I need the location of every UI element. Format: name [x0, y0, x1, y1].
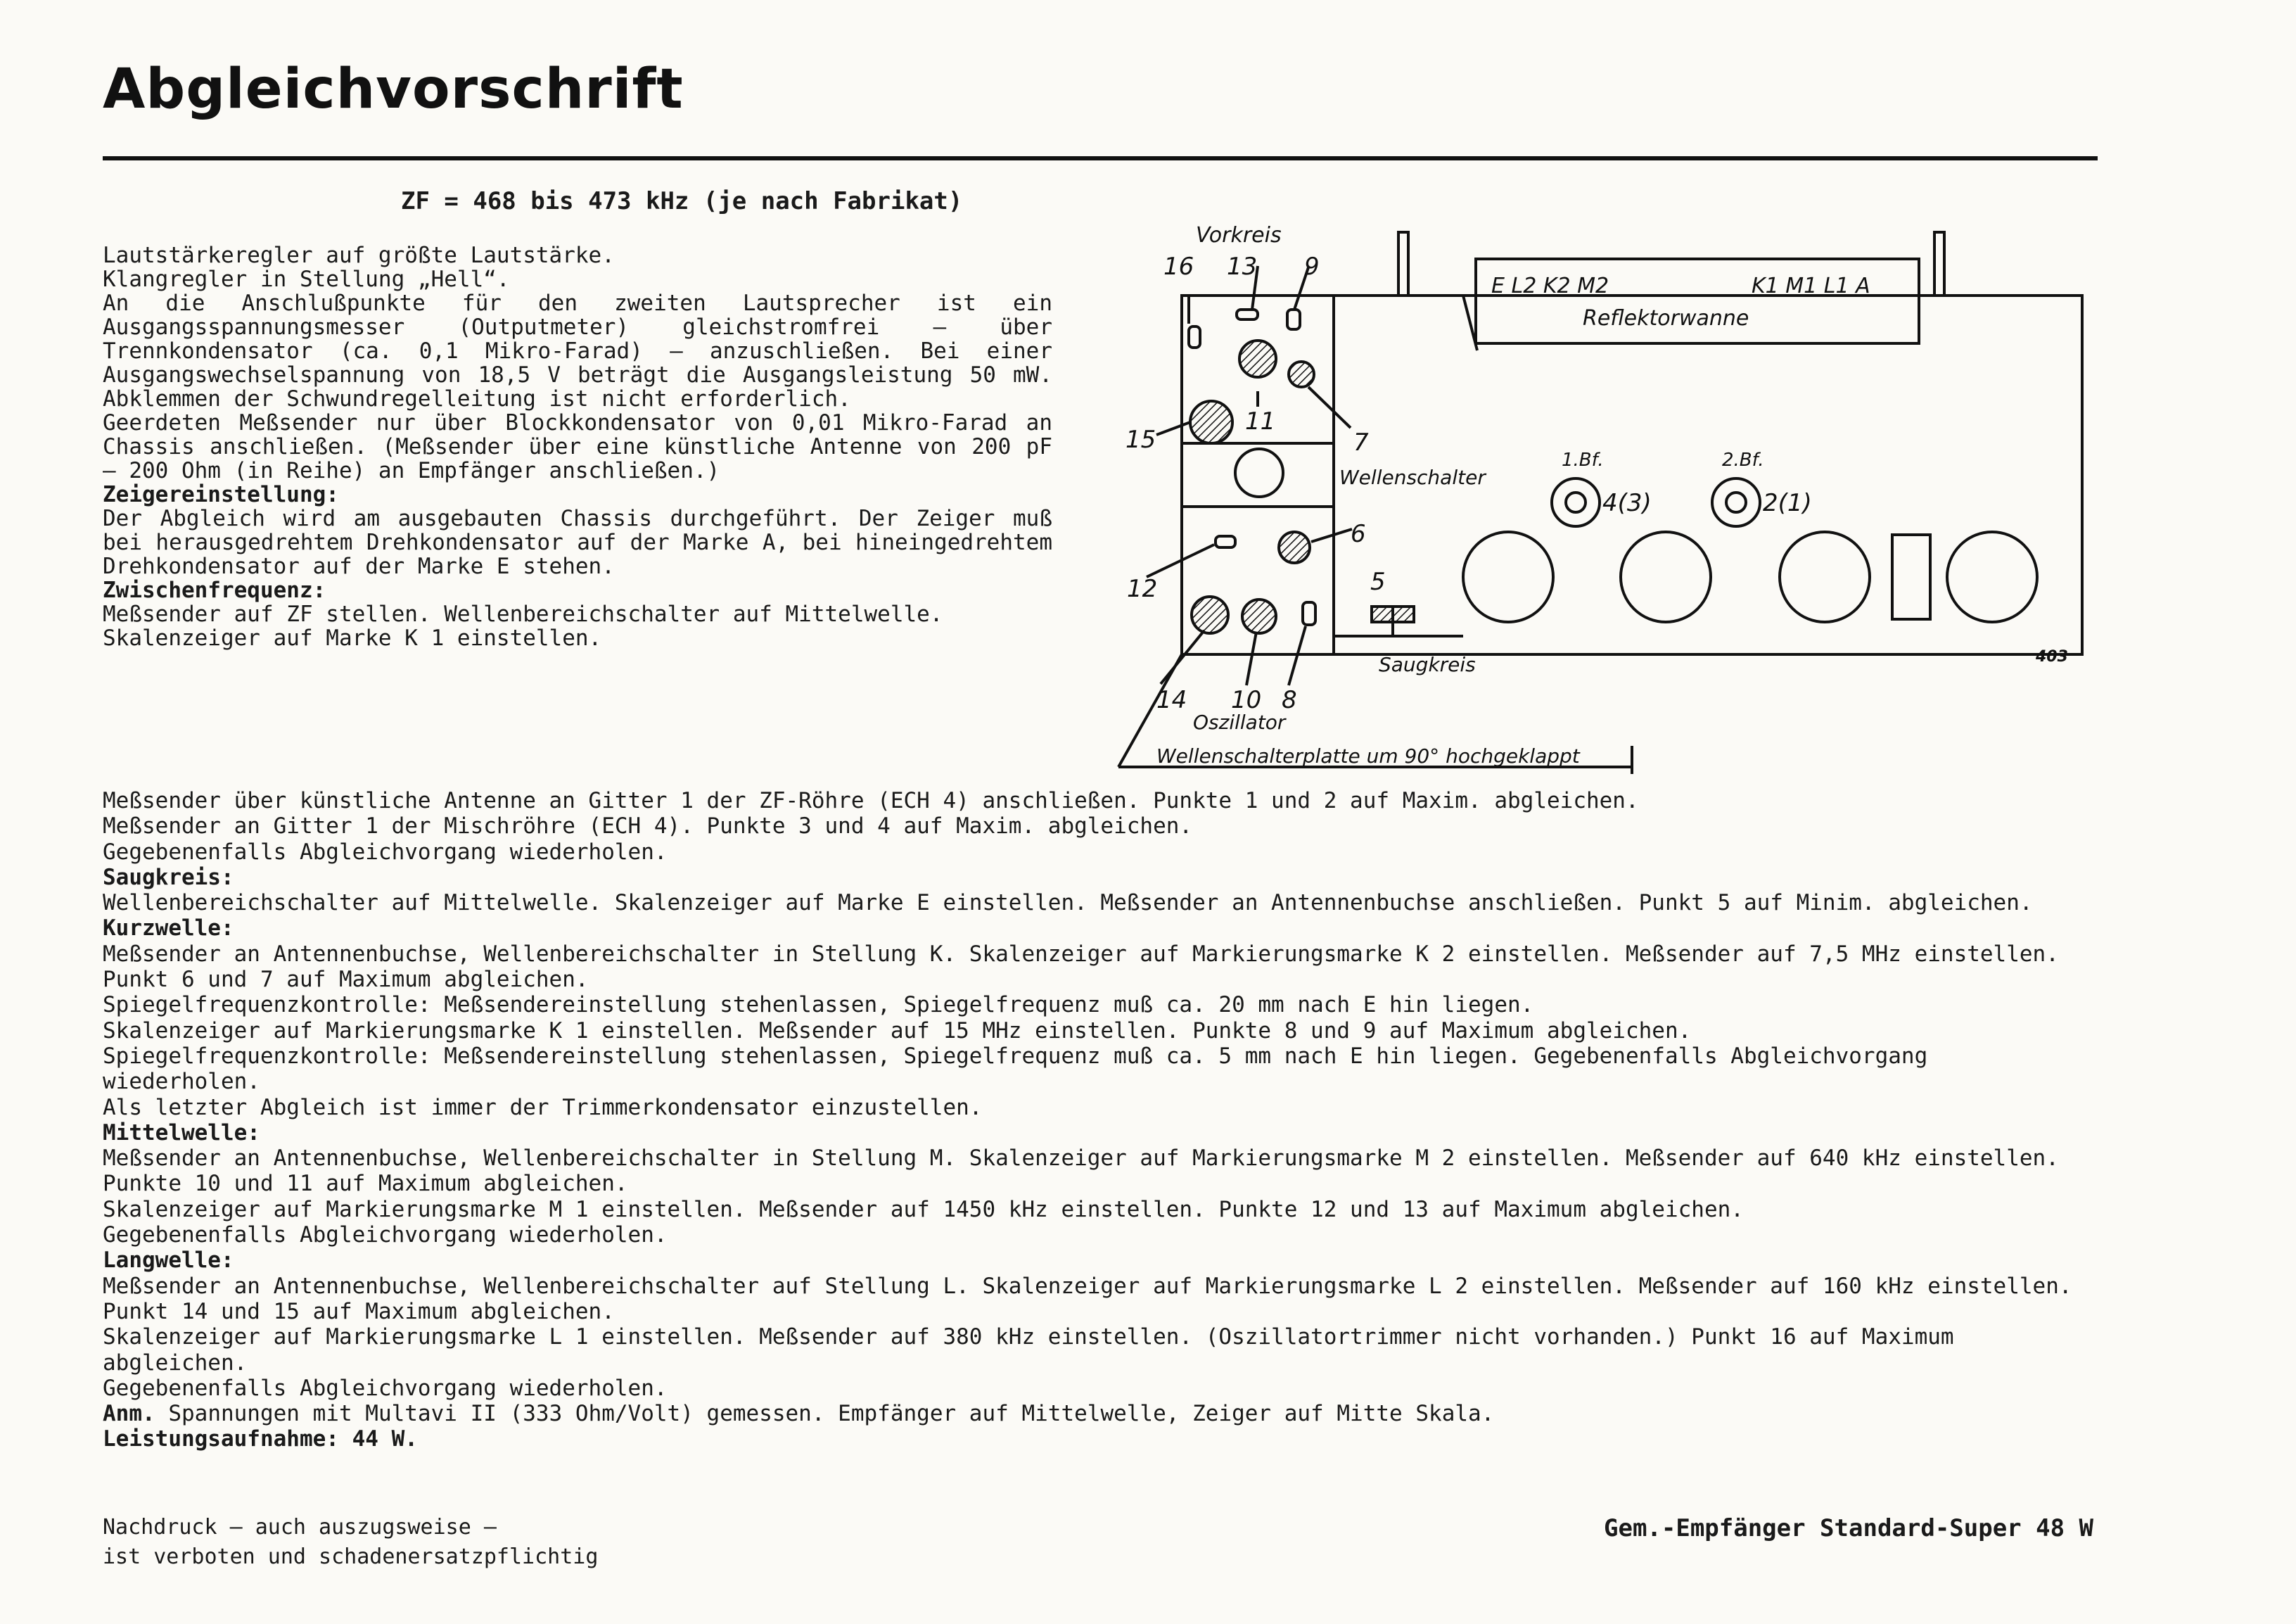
- kurzwelle-line: Meßsender an Antennenbuchse, Wellenbereichschalter in Stellung K. Skalenzeiger auf Markierungsmarke K 2 einstellen. Meßsender auf 7,5 MHz einstellen. Punkt 6 und 7 auf Maximum abgleichen.: [103, 941, 2059, 993]
- label-16: 16: [1163, 253, 1194, 281]
- label-point-4-3: 4(3): [1602, 489, 1652, 517]
- anm-label: Anm.: [103, 1401, 155, 1427]
- label-saugkreis: Saugkreis: [1379, 653, 1476, 676]
- chassis-diagram: [1097, 211, 2096, 788]
- copyright-notice: [103, 1513, 598, 1572]
- if-can-2: [1712, 478, 1760, 526]
- label-1-bf: 1.Bf.: [1562, 450, 1604, 471]
- narrow-text-column: [103, 243, 1052, 650]
- chassis-outline: [1182, 296, 2082, 654]
- kurzwelle-line: Spiegelfrequenzkontrolle: Meßsendereinstellung stehenlassen, Spiegelfrequenz muß ca. 20 mm nach E hin liegen.: [103, 992, 1534, 1018]
- intro-line: Klangregler in Stellung „Hell“.: [103, 267, 510, 292]
- reflektorwanne-box: [1476, 259, 1919, 343]
- kurzwelle-line: Als letzter Abgleich ist immer der Trimmerkondensator einzustellen.: [103, 1094, 983, 1120]
- post-right: [1934, 232, 1944, 296]
- intro-line: An die Anschlußpunkte für den zweiten Lautsprecher ist ein Ausgangsspannungsmesser (Outputmeter) gleichstromfrei — über Trennkondensator (ca. 0,1 Mikro-Farad) — anzuschließen. Bei einer Ausgangswechselspannung von 18,5 V beträgt die Ausgangsleistung 50 mW. Abklemmen der Schwundregelleitung ist nicht erforderlich.: [103, 291, 1052, 412]
- tube-3: [1780, 532, 1870, 622]
- wide-text-column: [103, 788, 2098, 1452]
- label-2-bf: 2.Bf.: [1722, 450, 1764, 471]
- kurzwelle-line: Skalenzeiger auf Markierungsmarke K 1 einstellen. Meßsender auf 15 MHz einstellen. Punkte 8 und 9 auf Maximum abgleichen.: [103, 1017, 1692, 1043]
- langwelle-line: Meßsender an Antennenbuchse, Wellenbereichschalter auf Stellung L. Skalenzeiger auf Markierungsmarke L 2 einstellen. Meßsender auf 160 kHz einstellen. Punkt 14 und 15 auf Maximum abgleichen.: [103, 1273, 2072, 1324]
- tube-4: [1947, 532, 2037, 622]
- label-reflektor-keys-right: K1 M1 L1 A: [1752, 274, 1870, 298]
- label-7: 7: [1353, 429, 1369, 457]
- section-heading-zf: Zwischenfrequenz:: [103, 578, 326, 603]
- kurzwelle-line: Spiegelfrequenzkontrolle: Meßsendereinstellung stehenlassen, Spiegelfrequenz muß ca. 5 mm nach E hin liegen. Gegebenenfalls Abgleichvorgang wiederholen.: [103, 1043, 1928, 1095]
- mittelwelle-line: Skalenzeiger auf Markierungsmarke M 1 einstellen. Meßsender auf 1450 kHz einstellen. Punkte 12 und 13 auf Maximum abgleichen.: [103, 1196, 1744, 1222]
- rectifier-block: [1892, 535, 1930, 619]
- if-can-1: [1552, 478, 1600, 526]
- label-8: 8: [1282, 686, 1297, 714]
- zeiger-text: Der Abgleich wird am ausgebauten Chassis durchgeführt. Der Zeiger muß bei herausgedrehtem Drehkondensator auf der Marke A, bei hineingedrehtem Drehkondensator auf der Marke E stehen.: [103, 506, 1052, 579]
- saugkreis-line: Wellenbereichschalter auf Mittelwelle. Skalenzeiger auf Marke E einstellen. Meßsender an Antennenbuchse anschließen. Punkt 5 auf Minim. abgleichen.: [103, 890, 2033, 916]
- zf-line: Gegebenenfalls Abgleichvorgang wiederholen.: [103, 839, 668, 865]
- mittelwelle-line: Gegebenenfalls Abgleichvorgang wiederholen.: [103, 1222, 668, 1248]
- label-oszillator: Oszillator: [1193, 711, 1286, 734]
- zf-line: Meßsender über künstliche Antenne an Gitter 1 der ZF-Röhre (ECH 4) anschließen. Punkte 1 und 2 auf Maxim. abgleichen.: [103, 788, 1639, 813]
- intro-line: Lautstärkeregler auf größte Lautstärke.: [103, 243, 615, 268]
- section-heading-mittelwelle: Mittelwelle:: [103, 1119, 260, 1146]
- label-15: 15: [1125, 426, 1156, 454]
- zf-line: Meßsender auf ZF stellen. Wellenbereichschalter auf Mittelwelle.: [103, 602, 943, 627]
- device-name: Gem.-Empfänger Standard-Super 48 W: [1604, 1514, 2093, 1542]
- copyright-line: ist verboten und schadenersatzpflichtig: [103, 1544, 599, 1569]
- anm-text: Spannungen mit Multavi II (333 Ohm/Volt) gemessen. Empfänger auf Mittelwelle, Zeiger auf Mitte Skala.: [168, 1401, 1495, 1427]
- section-heading-langwelle: Langwelle:: [103, 1248, 234, 1274]
- label-figure-number: 403: [2036, 648, 2068, 666]
- tube-1: [1463, 532, 1553, 622]
- zf-line: Skalenzeiger auf Marke K 1 einstellen.: [103, 626, 602, 651]
- label-reflektor-keys-left: E L2 K2 M2: [1491, 274, 1609, 298]
- label-9: 9: [1304, 253, 1320, 281]
- section-heading-kurzwelle: Kurzwelle:: [103, 915, 234, 941]
- label-13: 13: [1227, 253, 1258, 281]
- label-12: 12: [1127, 575, 1158, 603]
- post-left: [1398, 232, 1408, 296]
- title-rule: [103, 156, 2098, 160]
- zf-frequency: ZF = 468 bis 473 kHz (je nach Fabrikat): [401, 187, 963, 215]
- intro-line: Geerdeten Meßsender nur über Blockkondensator von 0,01 Mikro-Farad an Chassis anschließen. (Meßsender über eine künstliche Antenne von 200 pF — 200 Ohm (in Reihe) an Empfänger anschließen.): [103, 410, 1052, 483]
- label-vorkreis: Vorkreis: [1196, 223, 1282, 248]
- copyright-line: Nachdruck — auch auszugsweise —: [103, 1515, 497, 1540]
- zf-line: Meßsender an Gitter 1 der Mischröhre (ECH 4). Punkte 3 und 4 auf Maxim. abgleichen.: [103, 813, 1193, 839]
- label-5: 5: [1370, 568, 1386, 596]
- label-10: 10: [1231, 686, 1262, 714]
- mittelwelle-line: Meßsender an Antennenbuchse, Wellenbereichschalter in Stellung M. Skalenzeiger auf Markierungsmarke M 2 einstellen. Meßsender auf 640 kHz einstellen. Punkte 10 und 11 auf Maximum abgleichen.: [103, 1146, 2059, 1197]
- label-6: 6: [1351, 520, 1366, 548]
- tube-2: [1621, 532, 1711, 622]
- section-heading-zeiger: Zeigereinstellung:: [103, 482, 339, 507]
- langwelle-line: Skalenzeiger auf Markierungsmarke L 1 einstellen. Meßsender auf 380 kHz einstellen. (Oszillatortrimmer nicht vorhanden.) Punkt 16 auf Maximum abgleichen.: [103, 1324, 1954, 1376]
- label-reflektorwanne: Reflektorwanne: [1583, 306, 1749, 331]
- leistungsaufnahme: Leistungsaufnahme: 44 W.: [103, 1426, 418, 1452]
- anm-note: [103, 1401, 2098, 1426]
- label-caption: Wellenschalterplatte um 90° hochgeklappt: [1156, 744, 1580, 768]
- label-wellenschalter: Wellenschalter: [1339, 466, 1486, 489]
- label-point-2-1: 2(1): [1763, 489, 1812, 517]
- section-heading-saugkreis: Saugkreis:: [103, 864, 234, 890]
- langwelle-line: Gegebenenfalls Abgleichvorgang wiederholen.: [103, 1375, 668, 1401]
- label-14: 14: [1156, 686, 1187, 714]
- label-11: 11: [1245, 407, 1276, 436]
- page-title: Abgleichvorschrift: [103, 58, 684, 121]
